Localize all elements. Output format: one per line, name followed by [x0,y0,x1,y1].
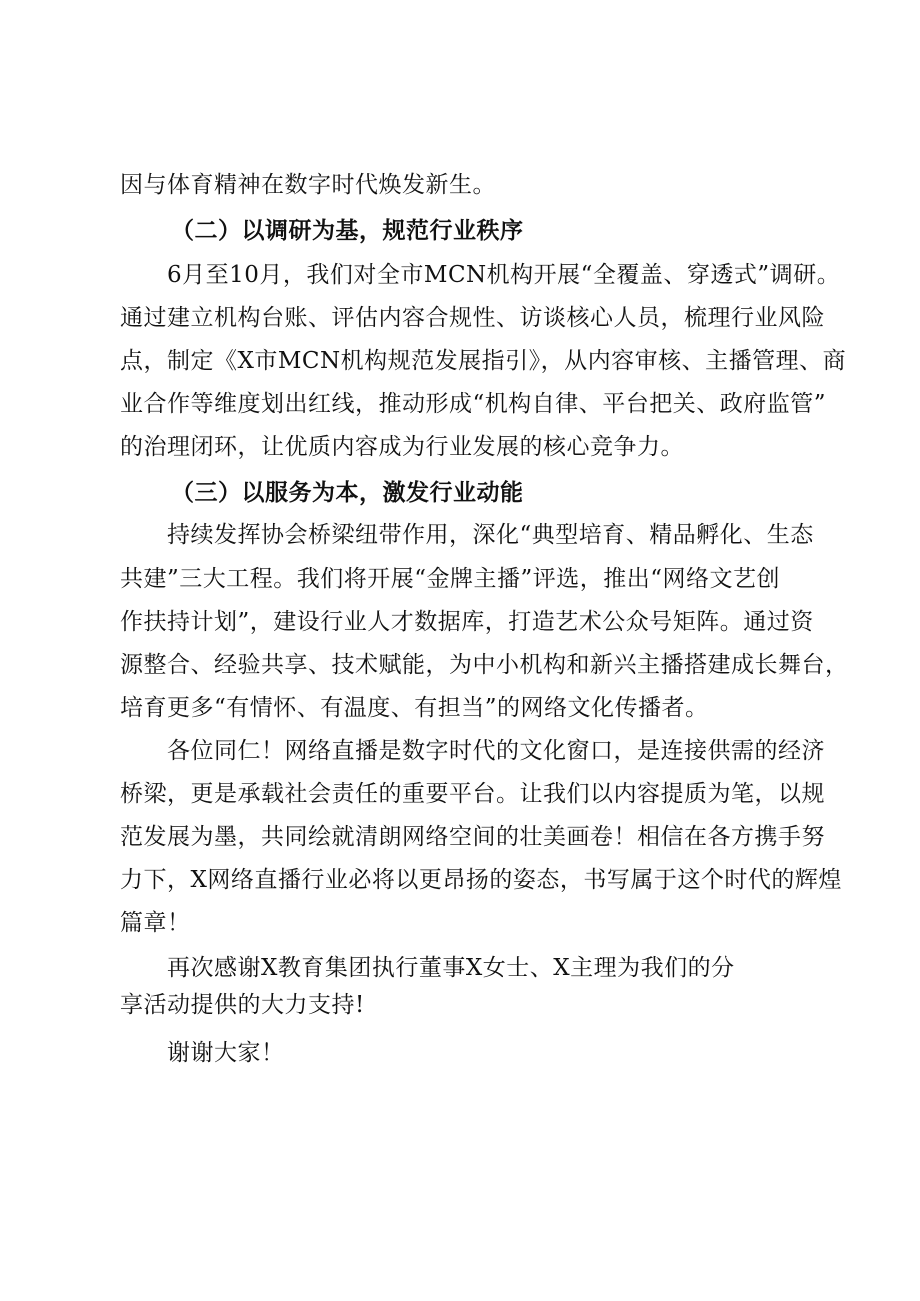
paragraph-line: 源整合、经验共享、技术赋能，为中小机构和新兴主播搭建成长舞台， [120,652,849,678]
closing-line: 谢谢大家！ [167,1040,285,1066]
paragraph-line: 持续发挥协会桥梁纽带作用，深化“典型培育、精品孵化、生态 [167,522,814,548]
paragraph-line: 培育更多“有情怀、有温度、有担当”的网络文化传播者。 [120,695,709,721]
paragraph-line: 作扶持计划”，建设行业人才数据库，打造艺术公众号矩阵。通过资 [120,609,814,635]
paragraph-line: 的治理闭环，让优质内容成为行业发展的核心竞争力。 [120,434,684,460]
paragraph-line: 各位同仁！网络直播是数字时代的文化窗口，是连接供需的经济 [167,738,825,764]
paragraph-line: 6月至10月，我们对全市MCN机构开展“全覆盖、穿透式”调研。 [167,262,841,288]
paragraph-line: 点，制定《X市MCN机构规范发展指引》，从内容审核、主播管理、商 [120,348,847,374]
section-heading: （三）以服务为本，激发行业动能 [171,480,524,506]
paragraph-line: 共建”三大工程。我们将开展“金牌主播”评选，推出“网络文艺创 [120,566,781,592]
section-heading: （二）以调研为基，规范行业秩序 [171,218,524,244]
paragraph-line: 范发展为墨，共同绘就清朗网络空间的壮美画卷！相信在各方携手努 [120,824,825,850]
paragraph-line: 再次感谢X教育集团执行董事X女士、X主理为我们的分 [167,955,735,981]
paragraph-line: 力下，X网络直播行业必将以更昂扬的姿态，书写属于这个时代的辉煌 [120,867,842,893]
paragraph-line: 因与体育精神在数字时代焕发新生。 [120,172,496,198]
paragraph-line: 篇章！ [120,910,191,936]
paragraph-line: 桥梁，更是承载社会责任的重要平台。让我们以内容提质为笔，以规 [120,781,825,807]
paragraph-line: 通过建立机构台账、评估内容合规性、访谈核心人员，梳理行业风险 [120,305,825,331]
paragraph-line: 业合作等维度划出红线，推动形成“机构自律、平台把关、政府监管” [120,391,827,417]
paragraph-line: 享活动提供的大力支持! [120,992,365,1018]
